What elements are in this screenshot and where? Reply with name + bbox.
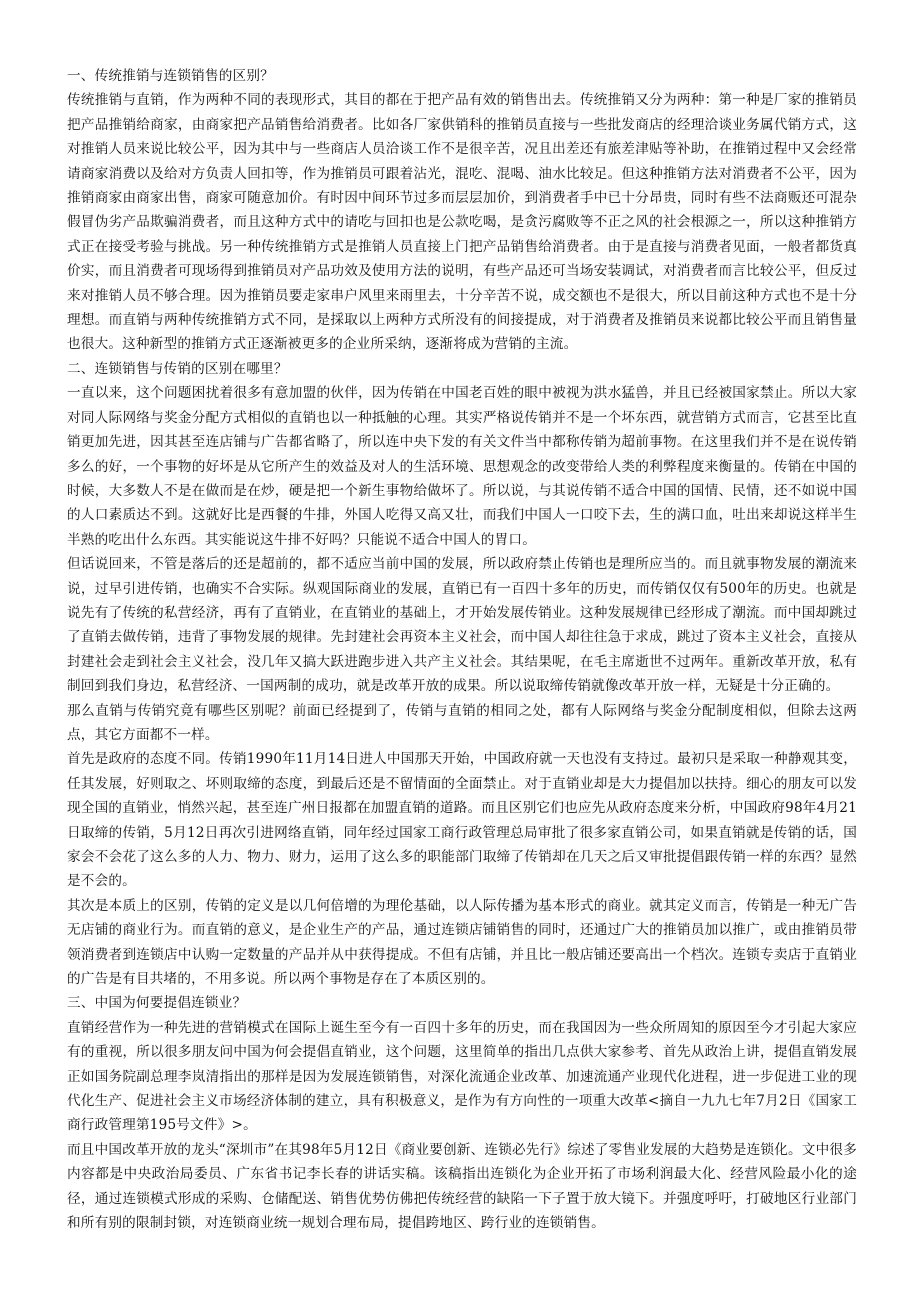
paragraph-7: 直销经营作为一种先进的营销模式在国际上诞生至今有一百四十多年的历史，而在我国因为一些众所周知的原因至今才引起大家应有的重视，所以很多朋友问中国为何会提倡直销业，这个问题，这里简单的指出几点供大家参考、首先从政治上讲，提倡直销发展正如国务院副总理李岚清指出的那样是因为发展连锁销售，对深化流通企业改革、加速流通产业现代化进程，进一步促进工业的现代化生产、促进社会主义市场经济体制的建立，具有积极意义，是作为有方向性的一项重大改革<摘自一九九七年7月2日《国家工商行政管理第195号文件》>。 xyxy=(67,1019,857,1134)
paragraph-2: 一直以来，这个问题困扰着很多有意加盟的伙伴，因为传销在中国老百姓的眼中被视为洪水猛兽，并且已经被国家禁止。所以大家对同人际网络与奖金分配方式相似的直销也以一种抵触的心理。其实严格说传销并不是一个坏东西，就营销方式而言，它甚至比直销更加先进，因其甚至连店铺与广告都省略了，所以连中央下发的有关文件当中都称传销为超前事物。在这里我们并不是在说传销多么的好，一个事物的好坏是从它所产生的效益及对人的生活环境、思想观念的改变带给人类的利弊程度来衡量的。传销在中国的时候，大多数人不是在做而是在炒，硬是把一个新生事物给做坏了。所以说，与其说传销不适合中国的国情、民情，还不如说中国的人口素质达不到。这就好比是西餐的牛排，外国人吃得又高又壮，而我们中国人一口咬下去，生的满口血，吐出来却说这样半生半熟的吃出什么东西。其实能说这牛排不好吗？只能说不适合中国人的胃口。 xyxy=(67,385,857,548)
paragraph-8: 而且中国改革开放的龙头“深圳市”在其98年5月12日《商业要创新、连锁必先行》综述了零售业发展的大趋势是连锁化。文中很多内容都是中央政治局委员、广东省书记李长春的讲话实稿。该稿指出连锁化为企业开拓了市场利润最大化、经营风险最小化的途径，通过连锁模式形成的采购、仓储配送、销售优势仿佛把传统经营的缺陷一下子置于放大镜下。并强度呼吁，打破地区行业部门和所有别的限制封锁，对连锁商业统一规划合理布局，提倡跨地区、跨行业的连锁销售。 xyxy=(67,1141,857,1232)
paragraph-4: 那么直销与传销究竟有哪些区别呢？前面已经提到了，传销与直销的相同之处，都有人际网络与奖金分配制度相似，但除去这两点，其它方面都不一样。 xyxy=(67,702,857,743)
section-heading-3: 三、中国为何要提倡连锁业？ xyxy=(67,995,247,1012)
document-body xyxy=(67,64,857,1236)
paragraph-6: 其次是本质上的区别，传销的定义是以几何倍增的为理伦基础，以人际传播为基本形式的商业。就其定义而言，传销是一种无广告无店铺的商业行为。而直销的意义，是企业生产的产品，通过连锁店铺销售的同时，还通过广大的推销员加以推广，或由推销员带领消费者到连锁店中认购一定数量的产品并从中获得提成。不但有店铺，并且比一般店铺还要高出一个档次。连锁专卖店于直销业的广告是有目共堵的，不用多说。所以两个事物是存在了本质区别的。 xyxy=(67,897,857,988)
section-heading-2: 二、连锁销售与传销的区别在哪里？ xyxy=(67,360,288,377)
section-heading-1: 一、传统推销与连锁销售的区别？ xyxy=(67,68,274,84)
paragraph-1: 传统推销与直销，作为两种不同的表现形式，其目的都在于把产品有效的销售出去。传统推销又分为两种：第一种是厂家的推销员把产品推销给商家，由商家把产品销售给消费者。比如各厂家供销科的推销员直接与一些批发商店的经理洽谈业务属代销方式，这对推销人员来说比较公平，因为其中与一些商店人员洽谈工作不是很辛苦，况且出差还有旅差津贴等补助，在推销过程中又会经常请商家消费以及给对方负责人回扣等，作为推销员可跟着沾光，混吃、混喝、油水比较足。但这种推销方法对消费者不公平，因为推销商家由商家出售，商家可随意加价。有时因中间环节过多而层层加价，到消费者手中已十分昂贵，同时有些不法商贩还可混杂假冒伪劣产品欺骗消费者，而且这种方式中的请吃与回扣也是公款吃喝，是贪污腐败等不正之风的社会根源之一，所以这种推销方式正在接受考验与挑战。另一种传统推销方式是推销人员直接上门把产品销售给消费者。由于是直接与消费者见面，一般者都货真价实，而且消费者可现场得到推销员对产品功效及使用方法的说明，有些产品还可当场安装调试，对消费者而言比较公平，但反过来对推销人员不够合理。因为推销员要走家串户风里来雨里去，十分辛苦不说，成交额也不是很大，所以目前这种方式也不是十分理想。而直销与两种传统推销方式不同，是採取以上两种方式所没有的间接提成，对于消费者及推销员来说都比较公平而且销售量也很大。这种新型的推销方式正逐渐被更多的企业所采纳，逐渐将成为营销的主流。 xyxy=(67,92,857,353)
paragraph-3: 但话说回来，不管是落后的还是超前的，都不适应当前中国的发展，所以政府禁止传销也是理所应当的。而且就事物发展的潮流来说，过早引进传销，也确实不合实际。纵观国际商业的发展，直销已有一百四十多年的历史，而传销仅仅有500年的历史。也就是说先有了传统的私营经济，再有了直销业，在直销业的基础上，才开始发展传销业。这种发展规律已经形成了潮流。而中国却跳过了直销去做传销，违背了事物发展的规律。先封建社会再资本主义社会，而中国人却往往急于求成，跳过了资本主义社会，直接从封建社会走到社会主义社会，没几年又搞大跃进跑步进入共产主义社会。其结果呢，在毛主席逝世不过两年。重新改革开放，私有制回到我们身边，私营经济、一国两制的成功，就是改革开放的成果。所以说取缔传销就像改革开放一样，无疑是十分正确的。 xyxy=(67,556,857,695)
paragraph-5: 首先是政府的态度不同。传销1990年11月14日进人中国那天开始，中国政府就一天也没有支持过。最初只是采取一种静观其变，任其发展，好则取之、坏则取缔的态度，到最后还是不留情面的全面禁止。对于直销业却是大力提倡加以扶持。细心的朋友可以发现全国的直销业，悄然兴起，甚至连广州日报都在加盟直销的道路。而且区别它们也应先从政府态度来分析，中国政府98年4月21日取缔的传销，5月12日再次引进网络直销，同年经过国家工商行政管理总局审批了很多家直销公司，如果直销就是传销的话，国家会不会花了这么多的人力、物力、财力，运用了这么多的职能部门取缔了传销却在几天之后又审批提倡跟传销一样的东西？显然是不会的。 xyxy=(67,751,857,890)
